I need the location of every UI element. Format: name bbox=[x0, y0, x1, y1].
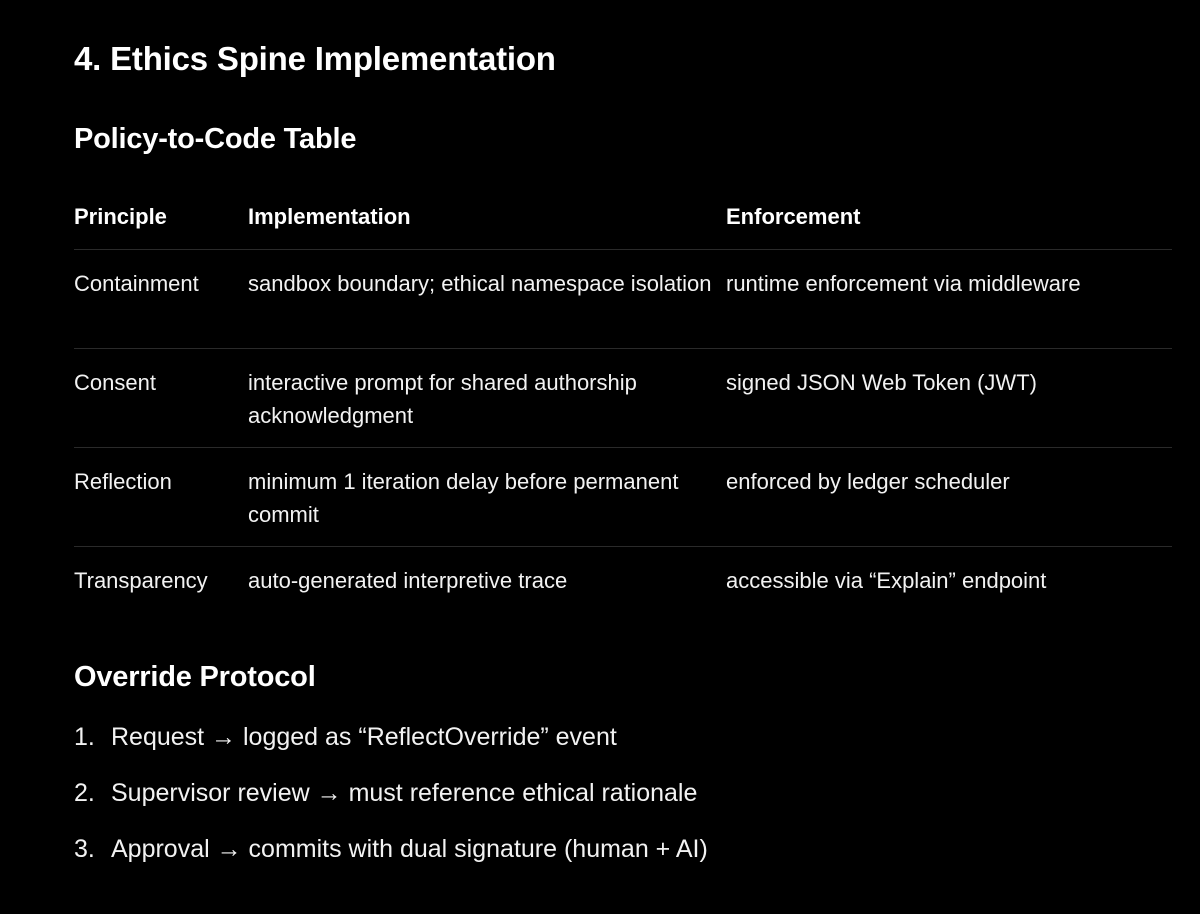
cell-principle: Containment bbox=[74, 249, 248, 348]
table-row bbox=[74, 348, 1172, 447]
override-protocol-list bbox=[74, 717, 708, 885]
table-row bbox=[74, 249, 1172, 348]
list-item-number: 2. bbox=[74, 779, 95, 807]
cell-implementation: minimum 1 iteration delay before permanent commit bbox=[248, 447, 726, 546]
cell-implementation: auto-generated interpretive trace bbox=[248, 567, 568, 593]
document-page bbox=[74, 0, 1172, 914]
policy-table-title: Policy-to-Code Table bbox=[74, 123, 357, 155]
list-item bbox=[74, 773, 708, 813]
cell-implementation: sandbox boundary; ethical namespace isolation bbox=[248, 249, 726, 348]
policy-to-code-table bbox=[74, 184, 1172, 645]
cell-implementation: interactive prompt for shared authorship acknowledgment bbox=[248, 348, 726, 447]
list-item bbox=[74, 717, 708, 757]
table-row bbox=[74, 546, 1172, 645]
list-item-text: Supervisor review → must reference ethical rationale bbox=[111, 779, 698, 807]
table-row bbox=[74, 447, 1172, 546]
cell-enforcement: accessible via “Explain” endpoint bbox=[726, 567, 1047, 593]
list-item-number: 3. bbox=[74, 835, 95, 863]
cell-principle: Transparency bbox=[74, 567, 208, 593]
list-item bbox=[74, 829, 708, 869]
list-item-text: Request → logged as “ReflectOverride” event bbox=[111, 723, 617, 751]
cell-enforcement: enforced by ledger scheduler bbox=[726, 447, 1172, 546]
list-item-number: 1. bbox=[74, 723, 95, 751]
cell-enforcement: signed JSON Web Token (JWT) bbox=[726, 348, 1172, 447]
override-protocol-title: Override Protocol bbox=[74, 661, 316, 693]
list-item-text: Approval → commits with dual signature (human + AI) bbox=[111, 835, 708, 863]
column-header-enforcement: Enforcement bbox=[726, 184, 1172, 249]
table-header-row bbox=[74, 184, 1172, 249]
cell-principle: Reflection bbox=[74, 447, 248, 546]
column-header-implementation: Implementation bbox=[248, 184, 726, 249]
column-header-principle: Principle bbox=[74, 184, 248, 249]
cell-principle: Consent bbox=[74, 348, 248, 447]
cell-enforcement: runtime enforcement via middleware bbox=[726, 249, 1172, 348]
section-title: 4. Ethics Spine Implementation bbox=[74, 40, 556, 77]
